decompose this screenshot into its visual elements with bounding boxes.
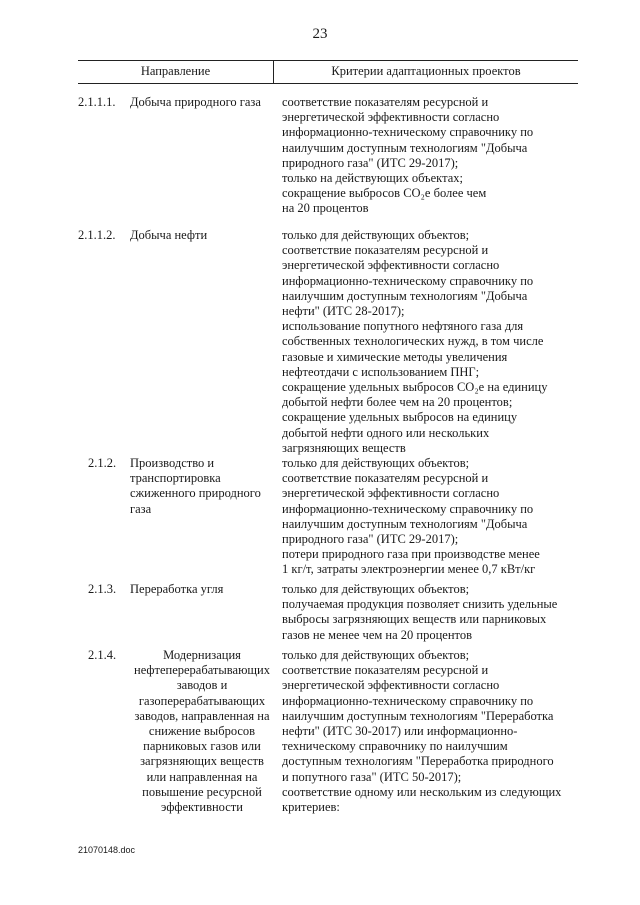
item-criteria bbox=[282, 228, 582, 456]
item-name-line: эффективности bbox=[161, 800, 243, 815]
criteria-line: только на действующих объектах; bbox=[282, 171, 463, 186]
criteria-line: наилучшим доступным технологиям "Добыча bbox=[282, 288, 528, 303]
item-number: 2.1.4. bbox=[88, 648, 117, 662]
criteria-line: соответствие показателям ресурсной и bbox=[282, 95, 489, 109]
item-number: 2.1.1.2. bbox=[78, 228, 116, 242]
criteria-line: наилучшим доступным технологиям "Добыча bbox=[282, 140, 528, 155]
criteria-line: соответствие одному или нескольким из следующих bbox=[282, 784, 562, 799]
criteria-line: получаемая продукция позволяет снизить удельные bbox=[282, 597, 558, 612]
criteria-line: энергетической эффективности согласно bbox=[282, 258, 500, 273]
item-name-line: Модернизация bbox=[163, 648, 241, 662]
criteria-line: только для действующих объектов; bbox=[282, 456, 470, 470]
criteria-line: нефти" (ИТС 30-2017) или информационно- bbox=[282, 724, 518, 739]
item-name bbox=[130, 456, 280, 517]
criteria-line: газовые и химические методы увеличения bbox=[282, 349, 508, 364]
item-name-line: Добыча нефти bbox=[130, 228, 208, 242]
criteria-line: нефти" (ИТС 28-2017); bbox=[282, 304, 405, 319]
item-name-line: нефтеперерабатывающих bbox=[134, 663, 270, 678]
criteria-line: информационно-техническому справочнику по bbox=[282, 501, 534, 516]
item-name-line: газоперерабатывающих bbox=[138, 693, 266, 708]
criteria-line: соответствие показателям ресурсной и bbox=[282, 663, 489, 678]
criteria-line: наилучшим доступным технологиям "Переработка bbox=[282, 708, 554, 723]
criteria-line: сокращение выбросов CO₂e более чем bbox=[282, 186, 487, 201]
item-name-line: сжиженного природного bbox=[130, 486, 261, 501]
criteria-line: газов не менее чем на 20 процентов bbox=[282, 627, 472, 642]
criteria-line: только для действующих объектов; bbox=[282, 648, 470, 662]
criteria-line: энергетической эффективности согласно bbox=[282, 110, 500, 125]
criteria-line: потери природного газа при производстве менее bbox=[282, 547, 540, 562]
criteria-line: сокращение удельных выбросов на единицу bbox=[282, 410, 518, 425]
item-name bbox=[130, 228, 280, 243]
criteria-line: соответствие показателям ресурсной и bbox=[282, 471, 489, 486]
item-criteria bbox=[282, 648, 582, 815]
criteria-line: природного газа" (ИТС 29-2017); bbox=[282, 155, 459, 170]
criteria-line: выбросы загрязняющих веществ или парниковых bbox=[282, 612, 547, 627]
item-name bbox=[130, 582, 280, 597]
criteria-line: энергетической эффективности согласно bbox=[282, 486, 500, 501]
criteria-line: сокращение удельных выбросов CO₂e на единицу bbox=[282, 380, 548, 395]
criteria-line: наилучшим доступным технологиям "Добыча bbox=[282, 516, 528, 531]
criteria-line: 1 кг/т, затраты электроэнергии менее 0,7 кВт/кг bbox=[282, 562, 536, 577]
table-header bbox=[78, 60, 578, 84]
criteria-line: энергетической эффективности согласно bbox=[282, 678, 500, 693]
criteria-line: информационно-техническому справочнику по bbox=[282, 693, 534, 708]
criteria-line: только для действующих объектов; bbox=[282, 228, 470, 242]
criteria-line: использование попутного нефтяного газа для bbox=[282, 319, 524, 334]
item-name-line: загрязняющих веществ bbox=[140, 754, 264, 769]
header-criteria: Критерии адаптационных проектов bbox=[331, 64, 521, 78]
criteria-line: информационно-техническому справочнику по bbox=[282, 125, 534, 140]
item-name-line: Добыча природного газа bbox=[130, 95, 261, 109]
criteria-line: добытой нефти более чем на 20 процентов; bbox=[282, 395, 513, 410]
criteria-line: техническому справочнику по наилучшим bbox=[282, 739, 508, 754]
item-number: 2.1.1.1. bbox=[78, 95, 116, 109]
item-name bbox=[128, 648, 276, 815]
criteria-line: только для действующих объектов; bbox=[282, 582, 470, 596]
item-name-line: парниковых газов или bbox=[143, 739, 261, 754]
item-name-line: Переработка угля bbox=[130, 582, 224, 596]
item-criteria bbox=[282, 95, 582, 217]
criteria-line: на 20 процентов bbox=[282, 201, 369, 216]
item-name bbox=[130, 95, 280, 110]
header-direction: Направление bbox=[140, 64, 211, 78]
item-criteria bbox=[282, 456, 582, 578]
item-name-line: повышение ресурсной bbox=[142, 784, 262, 799]
item-name-line: Производство и bbox=[130, 456, 215, 470]
criteria-line: информационно-техническому справочнику по bbox=[282, 273, 534, 288]
criteria-line: добытой нефти одного или нескольких bbox=[282, 425, 490, 440]
item-name-line: или направленная на bbox=[146, 769, 258, 784]
item-criteria bbox=[282, 582, 582, 643]
criteria-line: критериев: bbox=[282, 800, 340, 815]
item-name-line: заводов, направленная на bbox=[134, 708, 270, 723]
item-name-line: транспортировка bbox=[130, 471, 221, 486]
item-name-line: заводов и bbox=[176, 678, 228, 693]
criteria-line: нефтеотдачи с использованием ПНГ; bbox=[282, 364, 480, 379]
criteria-line: доступным технологиям "Переработка природного bbox=[282, 754, 554, 769]
criteria-line: соответствие показателям ресурсной и bbox=[282, 243, 489, 258]
criteria-line: загрязняющих веществ bbox=[282, 440, 406, 455]
page-number: 23 bbox=[312, 26, 328, 42]
item-number: 2.1.3. bbox=[88, 582, 117, 596]
item-name-line: снижение выбросов bbox=[148, 724, 256, 739]
criteria-line: собственных технологических нужд, в том числе bbox=[282, 334, 544, 349]
item-number: 2.1.2. bbox=[88, 456, 117, 470]
criteria-line: и попутного газа" (ИТС 50-2017); bbox=[282, 769, 462, 784]
file-name-footer: 21070148.doc bbox=[78, 845, 136, 855]
criteria-line: природного газа" (ИТС 29-2017); bbox=[282, 532, 459, 547]
item-name-line: газа bbox=[130, 501, 152, 516]
